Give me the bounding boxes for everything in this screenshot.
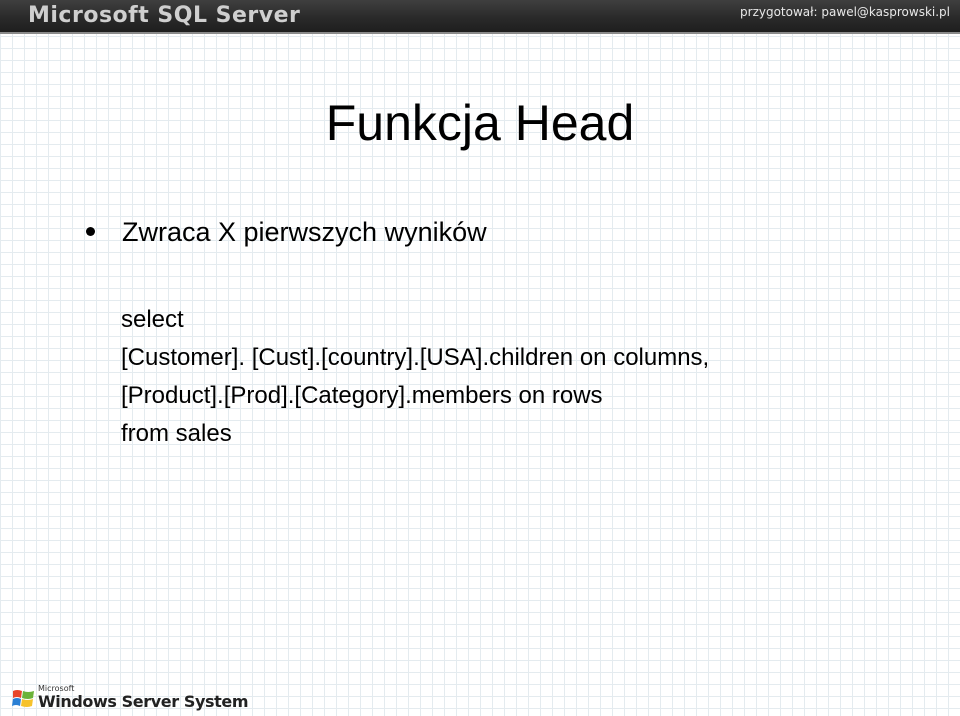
footer-logo-text: Windows Server System xyxy=(38,692,249,711)
bullet-text: Zwraca X pierwszych wyników xyxy=(122,217,487,247)
footer-microsoft-text: Microsoft xyxy=(38,684,75,693)
slide-title-text: Funkcja Head xyxy=(325,95,635,151)
author-credit: przygotował: pawel@kasprowski.pl xyxy=(740,5,950,19)
header-bar xyxy=(0,0,960,34)
bullet-list xyxy=(86,214,487,250)
bullet-icon xyxy=(86,227,95,236)
sql-server-logo: Microsoft SQL Server xyxy=(28,3,301,28)
mdx-query xyxy=(121,301,709,453)
slide-title xyxy=(0,94,960,152)
windows-server-system-logo xyxy=(12,684,249,714)
code-line: from sales xyxy=(121,420,232,447)
code-line: select xyxy=(121,306,184,333)
windows-flag-icon xyxy=(12,688,36,710)
code-line: [Customer]. [Cust].[country].[USA].children on columns, xyxy=(121,344,710,371)
code-line: [Product].[Prod].[Category].members on rows xyxy=(121,382,603,409)
bullet-item xyxy=(86,214,487,250)
